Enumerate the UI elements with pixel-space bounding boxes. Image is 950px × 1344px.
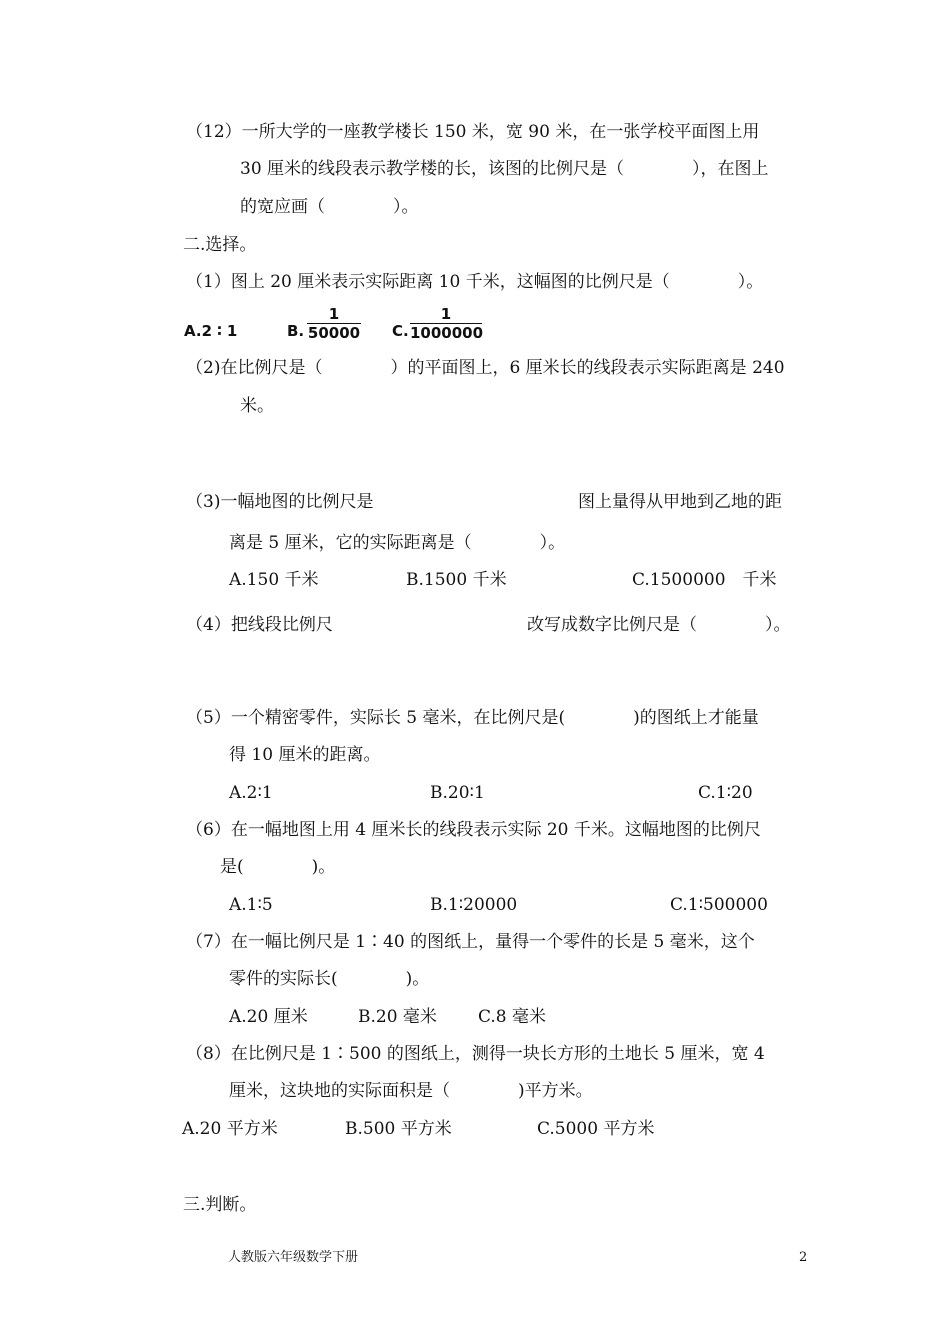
s2q7-option-a: A.20 厘米 (229, 1007, 308, 1027)
s2q5-option-a: A.2∶1 (229, 783, 273, 803)
s2q3-option-c: C.1500000 千米 (632, 570, 777, 590)
s2q8-option-a: A.20 平方米 (182, 1119, 278, 1139)
fraction-numerator: 1 (440, 305, 452, 323)
fraction-numerator: 1 (328, 305, 340, 323)
q12-line3: 的宽应画（ ）。 (240, 197, 419, 217)
s2q2-line2: 米。 (240, 396, 274, 416)
s2q1-text: （1）图上 20 厘米表示实际距离 10 千米，这幅图的比例尺是（ ）。 (186, 272, 764, 292)
footer-book-title: 人教版六年级数学下册 (228, 1250, 359, 1265)
s2q6-option-b: B.1∶20000 (430, 895, 518, 915)
s2q7-option-c: C.8 毫米 (478, 1007, 547, 1027)
s2q4-text-end: 改写成数字比例尺是（ ）。 (527, 615, 791, 635)
q12-line2: 30 厘米的线段表示教学楼的长，该图的比例尺是（ ），在图上 (240, 159, 769, 179)
s2q5-line1: （5）一个精密零件，实际长 5 毫米，在比例尺是( )的图纸上才能量 (186, 708, 759, 728)
s2q8-option-c: C.5000 平方米 (537, 1119, 655, 1139)
q12-line1: （12）一所大学的一座教学楼长 150 米，宽 90 米，在一张学校平面图上用 (186, 122, 760, 142)
s2q3-option-a: A.150 千米 (229, 570, 319, 590)
s2q3-line2: 离是 5 厘米，它的实际距离是（ ）。 (229, 533, 566, 553)
s2q6-option-c: C.1∶500000 (670, 895, 768, 915)
s2q3-line1-start: （3)一幅地图的比例尺是 (186, 492, 374, 512)
s2q2-line1: （2)在比例尺是（ ）的平面图上，6 厘米长的线段表示实际距离是 240 (186, 358, 785, 378)
s2q1-option-a: A.2 ∶ 1 (184, 322, 238, 340)
s2q5-option-c: C.1∶20 (698, 783, 753, 803)
s2q6-line2: 是( )。 (220, 857, 336, 877)
fraction-denominator: 50000 (307, 324, 361, 342)
footer-page-number: 2 (799, 1250, 808, 1265)
s2q5-option-b: B.20∶1 (430, 783, 485, 803)
s2q8-line2: 厘米，这块地的实际面积是（ )平方米。 (229, 1081, 593, 1101)
s2q7-line2: 零件的实际长( )。 (229, 969, 430, 989)
section3-title: 三.判断。 (183, 1195, 257, 1215)
s2q1-option-c-fraction (410, 305, 482, 342)
s2q5-line2: 得 10 厘米的距离。 (229, 745, 381, 765)
section2-title: 二.选择。 (183, 235, 257, 255)
s2q3-option-b: B.1500 千米 (406, 570, 507, 590)
s2q6-option-a: A.1∶5 (229, 895, 273, 915)
s2q1-option-b-prefix: B. (287, 322, 305, 340)
s2q7-line1: （7）在一幅比例尺是 1∶40 的图纸上，量得一个零件的长是 5 毫米，这个 (186, 932, 755, 952)
s2q4-text-start: （4）把线段比例尺 (186, 615, 333, 635)
s2q1-option-c-prefix: C. (392, 322, 409, 340)
s2q6-line1: （6）在一幅地图上用 4 厘米长的线段表示实际 20 千米。这幅地图的比例尺 (186, 820, 761, 840)
s2q8-option-b: B.500 平方米 (345, 1119, 452, 1139)
s2q7-option-b: B.20 毫米 (358, 1007, 437, 1027)
fraction-denominator: 1000000 (410, 324, 484, 342)
s2q1-option-b-fraction (307, 305, 361, 342)
s2q3-line1-end: 图上量得从甲地到乙地的距 (578, 492, 782, 512)
s2q8-line1: （8）在比例尺是 1∶500 的图纸上，测得一块长方形的土地长 5 厘米，宽 4 (186, 1044, 765, 1064)
